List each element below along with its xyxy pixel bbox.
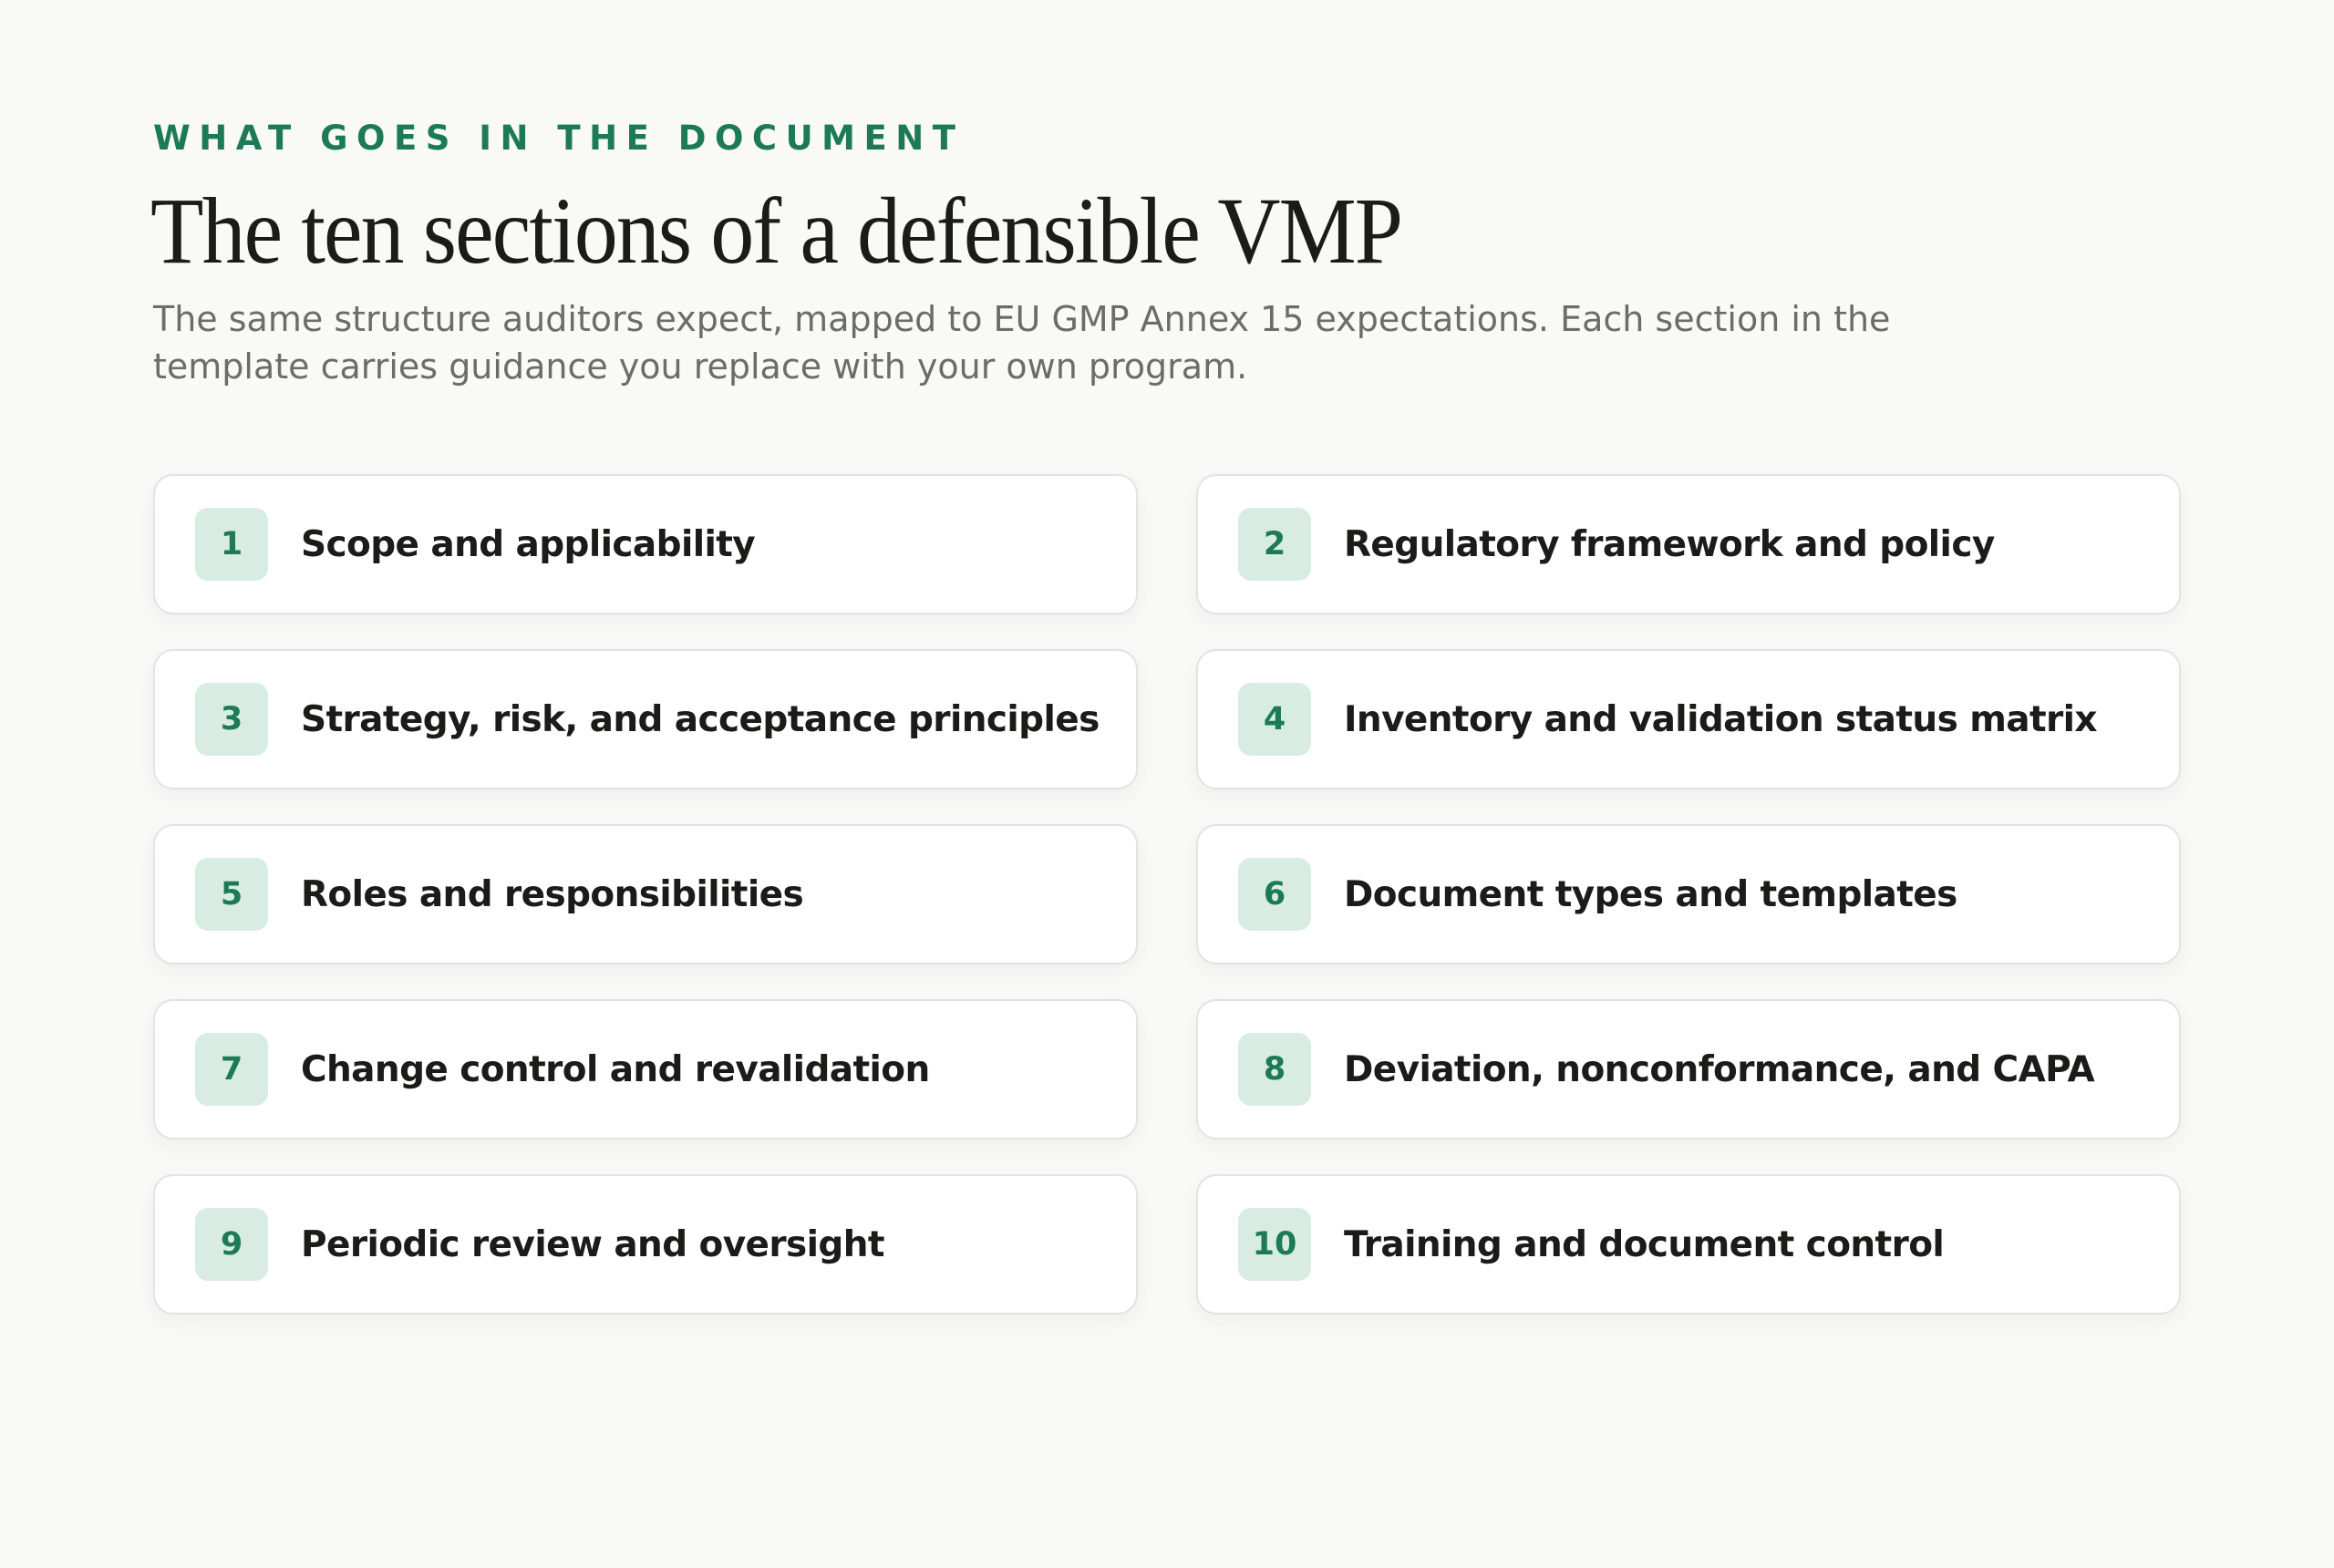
section-label: Deviation, nonconformance, and CAPA: [1344, 1048, 2095, 1090]
section-card-8: [1196, 999, 2181, 1140]
section-card-10: [1196, 1174, 2181, 1315]
section-label: Change control and revalidation: [301, 1048, 930, 1090]
section-number-badge: 9: [195, 1208, 268, 1281]
section-card-9: [153, 1174, 1138, 1315]
section-label: Inventory and validation status matrix: [1344, 698, 2097, 740]
section-label: Roles and responsibilities: [301, 873, 804, 915]
section-label: Periodic review and oversight: [301, 1223, 884, 1265]
section-label: Regulatory framework and policy: [1344, 523, 1995, 565]
section-card-5: [153, 824, 1138, 965]
section-label: Strategy, risk, and acceptance principles: [301, 698, 1100, 740]
section-card-2: [1196, 474, 2181, 614]
section-number-badge: 10: [1238, 1208, 1311, 1281]
page-title: The ten sections of a defensible VMP: [150, 179, 1402, 284]
eyebrow-label: WHAT GOES IN THE DOCUMENT: [153, 119, 965, 158]
section-card-1: [153, 474, 1138, 614]
section-label: Document types and templates: [1344, 873, 1957, 915]
section-number-badge: 3: [195, 683, 268, 756]
section-number-badge: 5: [195, 858, 268, 931]
section-number-badge: 4: [1238, 683, 1311, 756]
page-subtitle: The same structure auditors expect, mapped to EU GMP Annex 15 expectations. Each section in the template carries guidance you replace with your own program.: [153, 299, 1891, 387]
section-card-6: [1196, 824, 2181, 965]
section-number-badge: 7: [195, 1033, 268, 1106]
section-label: Scope and applicability: [301, 523, 756, 565]
section-number-badge: 2: [1238, 508, 1311, 581]
section-number-badge: 8: [1238, 1033, 1311, 1106]
section-card-4: [1196, 649, 2181, 789]
section-number-badge: 1: [195, 508, 268, 581]
section-number-badge: 6: [1238, 858, 1311, 931]
section-card-3: [153, 649, 1138, 789]
section-label: Training and document control: [1344, 1223, 1945, 1265]
section-header: [150, 117, 2181, 390]
section-card-7: [153, 999, 1138, 1140]
sections-grid: [153, 474, 2181, 1315]
